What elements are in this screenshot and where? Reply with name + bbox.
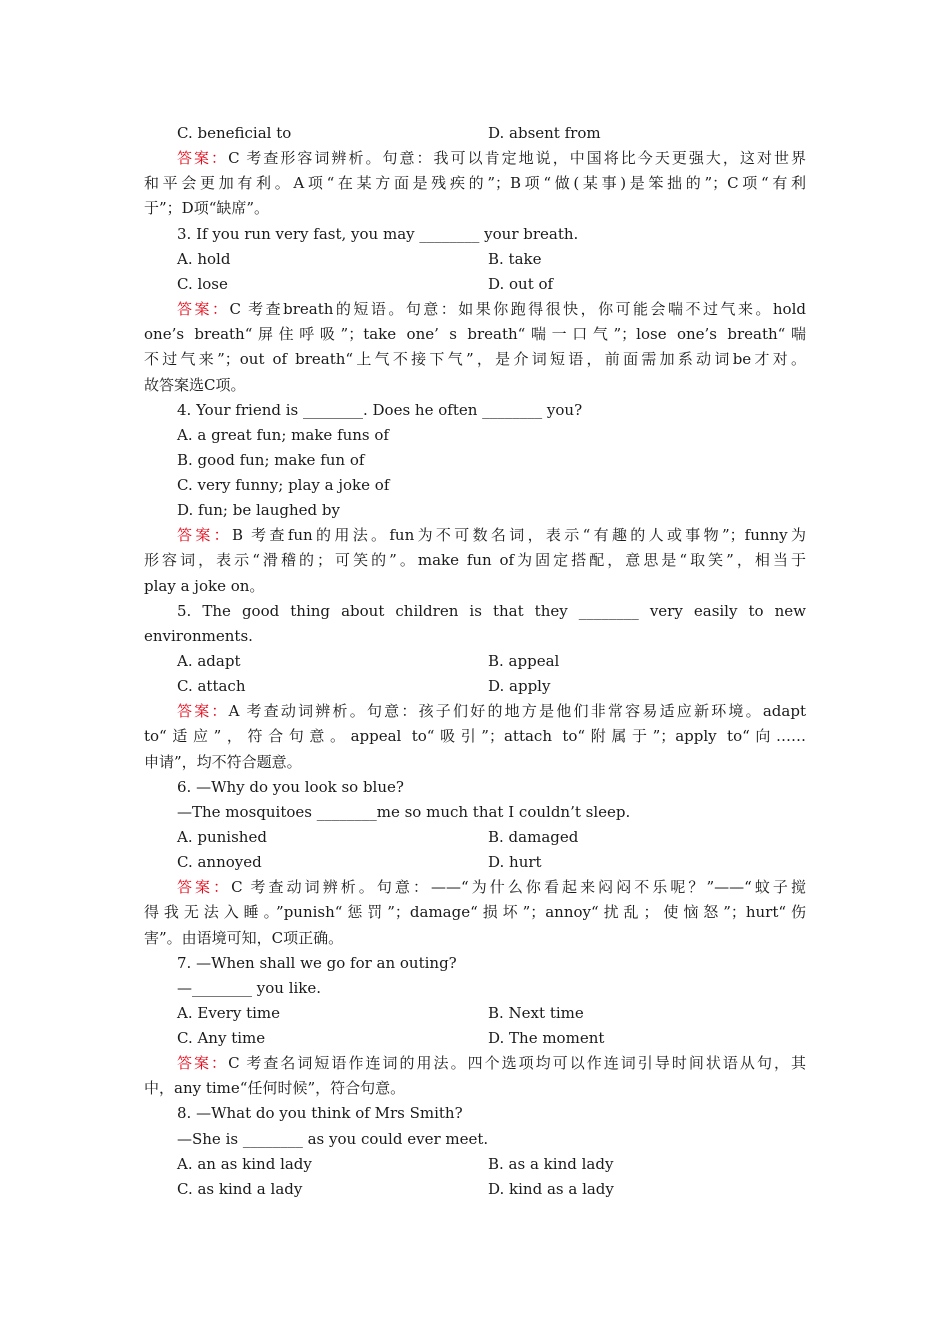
explanation-text: C 考查动词辨析。句意：——“为什么你看起来闷闷不乐呢？”——“蚊子搅 <box>231 878 806 896</box>
q2-explanation-line-2: 和平会更加有利。A项“在某方面是残疾的”；B项“做(某事)是笨拙的”；C项“有利 <box>144 174 806 192</box>
q6-stem-line-2: —The mosquitoes ________me so much that I couldn’t sleep. <box>177 803 631 821</box>
explanation-text: C 考查breath的短语。句意：如果你跑得很快，你可能会喘不过气来。hold <box>229 300 806 318</box>
q7-stem-line-2: —________ you like. <box>177 979 322 997</box>
q6-option-b: B. damaged <box>488 828 579 846</box>
q8-stem-line-1: 8. —What do you think of Mrs Smith? <box>177 1104 463 1122</box>
q5-stem-line-2: environments. <box>144 627 253 645</box>
q6-explanation-line-2: 得我无法入睡。”punish“惩罚”；damage“损坏”；annoy“扰乱；使恼怒”；hurt“伤 <box>144 903 806 921</box>
q7-option-d: D. The moment <box>488 1029 605 1047</box>
q3-explanation-line-2: one’s breath“屏住呼吸”；take one’ s breath“喘一口气”；lose one’s breath“喘 <box>144 325 806 343</box>
answer-label: 答案： <box>177 300 230 318</box>
explanation-text: C 考查名词短语作连词的用法。四个选项均可以作连词引导时间状语从句，其 <box>228 1054 806 1072</box>
q2-option-d: D. absent from <box>488 124 601 142</box>
explanation-text: B 考查fun的用法。fun为不可数名词，表示“有趣的人或事物”；funny为 <box>232 526 806 544</box>
q8-option-c: C. as kind a lady <box>177 1180 303 1198</box>
q6-option-d: D. hurt <box>488 853 542 871</box>
q7-option-b: B. Next time <box>488 1004 584 1022</box>
answer-label: 答案： <box>177 702 229 720</box>
q5-explanation-line-3: 申请”，均不符合题意。 <box>144 753 302 771</box>
q5-option-b: B. appeal <box>488 652 560 670</box>
q3-explanation-line-1 <box>177 299 806 319</box>
q5-option-d: D. apply <box>488 677 551 695</box>
q4-stem: 4. Your friend is ________. Does he often ________ you? <box>177 401 583 419</box>
q8-stem-line-2: —She is ________ as you could ever meet. <box>177 1130 489 1148</box>
q8-option-b: B. as a kind lady <box>488 1155 614 1173</box>
q3-option-c: C. lose <box>177 275 228 293</box>
q2-option-c: C. beneficial to <box>177 124 292 142</box>
q2-explanation-line-3: 于”；D项“缺席”。 <box>144 199 270 217</box>
q7-stem-line-1: 7. —When shall we go for an outing? <box>177 954 457 972</box>
q3-explanation-line-4: 故答案选C项。 <box>144 376 246 394</box>
q4-option-d: D. fun; be laughed by <box>177 501 340 519</box>
q7-option-c: C. Any time <box>177 1029 266 1047</box>
q4-explanation-line-1 <box>177 525 806 545</box>
answer-label: 答案： <box>177 149 229 167</box>
q4-explanation-line-2: 形容词，表示“滑稽的；可笑的”。make fun of为固定搭配，意思是“取笑”，相当于 <box>144 551 806 569</box>
q2-explanation-line-1 <box>177 148 806 168</box>
q3-option-a: A. hold <box>177 250 231 268</box>
q5-explanation-line-1 <box>177 701 806 721</box>
explanation-text: C 考查形容词辨析。句意：我可以肯定地说，中国将比今天更强大，这对世界 <box>228 149 806 167</box>
q4-explanation-line-3: play a joke on。 <box>144 577 265 595</box>
q6-explanation-line-3: 害”。由语境可知，C项正确。 <box>144 929 344 947</box>
q7-option-a: A. Every time <box>177 1004 281 1022</box>
q7-explanation-line-2: 中，any time“任何时候”，符合句意。 <box>144 1079 406 1097</box>
q6-explanation-line-1 <box>177 877 806 897</box>
q8-option-d: D. kind as a lady <box>488 1180 614 1198</box>
q5-option-c: C. attach <box>177 677 246 695</box>
q8-option-a: A. an as kind lady <box>177 1155 312 1173</box>
q6-option-a: A. punished <box>177 828 267 846</box>
q4-option-c: C. very funny; play a joke of <box>177 476 390 494</box>
q5-option-a: A. adapt <box>177 652 241 670</box>
q5-stem-line-1: 5. The good thing about children is that they ________ very easily to new <box>177 602 806 620</box>
q3-explanation-line-3: 不过气来”；out of breath“上气不接下气”，是介词短语，前面需加系动词be才对。 <box>144 350 806 368</box>
q7-explanation-line-1 <box>177 1053 806 1073</box>
q6-option-c: C. annoyed <box>177 853 262 871</box>
answer-label: 答案： <box>177 1054 229 1072</box>
q3-stem: 3. If you run very fast, you may ________ your breath. <box>177 225 579 243</box>
q3-option-d: D. out of <box>488 275 554 293</box>
answer-label: 答案： <box>177 526 233 544</box>
q4-option-a: A. a great fun; make funs of <box>177 426 389 444</box>
q6-stem-line-1: 6. —Why do you look so blue? <box>177 778 404 796</box>
q3-option-b: B. take <box>488 250 542 268</box>
q4-option-b: B. good fun; make fun of <box>177 451 365 469</box>
q5-explanation-line-2: to“适应”，符合句意。appeal to“吸引”；attach to“附属于”；apply to“向…… <box>144 727 806 745</box>
explanation-text: A 考查动词辨析。句意：孩子们好的地方是他们非常容易适应新环境。adapt <box>228 702 806 720</box>
answer-label: 答案： <box>177 878 232 896</box>
